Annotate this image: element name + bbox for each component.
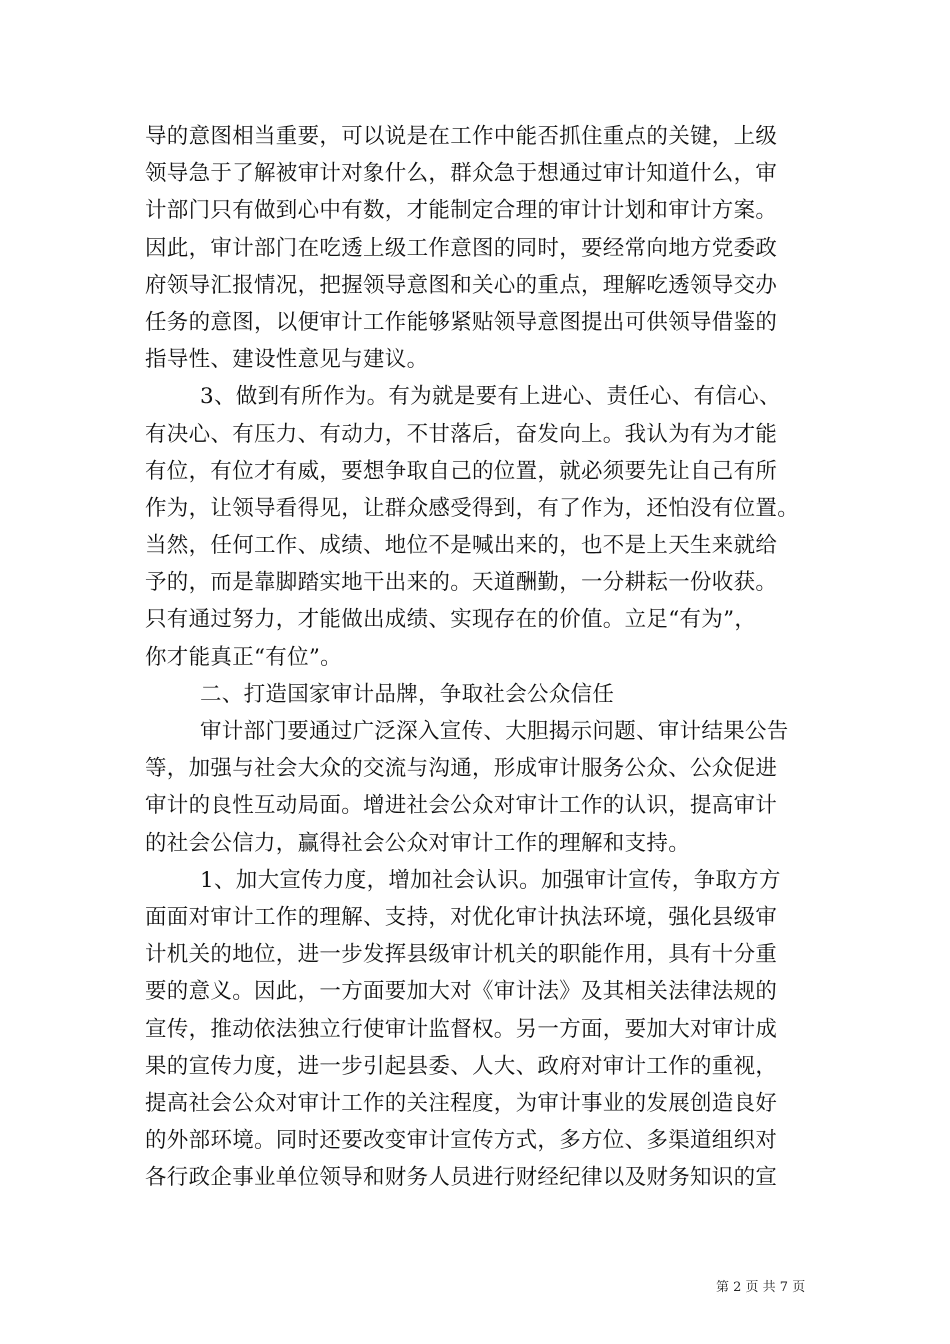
text-line: 府领导汇报情况，把握领导意图和关心的重点，理解吃透领导交办 [145, 272, 778, 298]
text-line: 提高社会公众对审计工作的关注程度，为审计事业的发展创造良好 [145, 1090, 778, 1116]
text-line: 任务的意图，以便审计工作能够紧贴领导意图提出可供领导借鉴的 [145, 309, 778, 335]
text-line: 予的，而是靠脚踏实地干出来的。天道酬勤，一分耕耘一份收获。 [145, 570, 778, 596]
text-line: 有位，有位才有威，要想争取自己的位置，就必须要先让自己有所 [145, 458, 778, 484]
text-line: 的社会公信力，赢得社会公众对审计工作的理解和支持。 [145, 830, 691, 856]
text-line: 审计的良性互动局面。增进社会公众对审计工作的认识，提高审计 [145, 793, 778, 819]
body-text [145, 118, 810, 1196]
text-line: 二、打造国家审计品牌，争取社会公众信任 [200, 681, 615, 707]
text-line: 等，加强与社会大众的交流与沟通，形成审计服务公众、公众促进 [145, 756, 778, 782]
text-line: 有决心、有压力、有动力，不甘落后，奋发向上。我认为有为才能 [145, 421, 778, 447]
text-line: 各行政企事业单位领导和财务人员进行财经纪律以及财务知识的宣 [145, 1165, 778, 1191]
text-line: 计部门只有做到心中有数，才能制定合理的审计计划和审计方案。 [145, 198, 778, 224]
text-line: 作为，让领导看得见，让群众感受得到，有了作为，还怕没有位置。 [145, 495, 800, 521]
text-line: 果的宣传力度，进一步引起县委、人大、政府对审计工作的重视， [145, 1053, 778, 1079]
text-line: 只有通过努力，才能做出成绩、实现存在的价值。立足“有为”， [145, 607, 757, 633]
text-line: 因此，审计部门在吃透上级工作意图的同时，要经常向地方党委政 [145, 235, 778, 261]
text-line: 当然，任何工作、成绩、地位不是喊出来的，也不是上天生来就给 [145, 533, 778, 559]
text-line: 的外部环境。同时还要改变审计宣传方式，多方位、多渠道组织对 [145, 1128, 778, 1154]
text-line: 宣传，推动依法独立行使审计监督权。另一方面，要加大对审计成 [145, 1016, 778, 1042]
text-line: 审计部门要通过广泛深入宣传、大胆揭示问题、审计结果公告 [200, 719, 789, 744]
text-line: 1、加大宣传力度，增加社会认识。加强审计宣传，争取方方 [200, 867, 781, 893]
text-line: 你才能真正“有位”。 [145, 644, 342, 670]
text-line: 指导性、建设性意见与建议。 [145, 347, 429, 373]
text-line: 要的意义。因此，一方面要加大对《审计法》及其相关法律法规的 [145, 979, 778, 1005]
page-number: 第 2 页 共 7 页 [716, 1280, 806, 1295]
text-line: 领导急于了解被审计对象什么，群众急于想通过审计知道什么，审 [145, 161, 778, 187]
text-line: 计机关的地位，进一步发挥县级审计机关的职能作用，具有十分重 [145, 942, 778, 968]
text-line: 3、做到有所作为。有为就是要有上进心、责任心、有信心、 [200, 384, 781, 410]
text-line: 面面对审计工作的理解、支持，对优化审计执法环境，强化县级审 [145, 904, 778, 930]
text-line: 导的意图相当重要，可以说是在工作中能否抓住重点的关键，上级 [145, 124, 778, 149]
